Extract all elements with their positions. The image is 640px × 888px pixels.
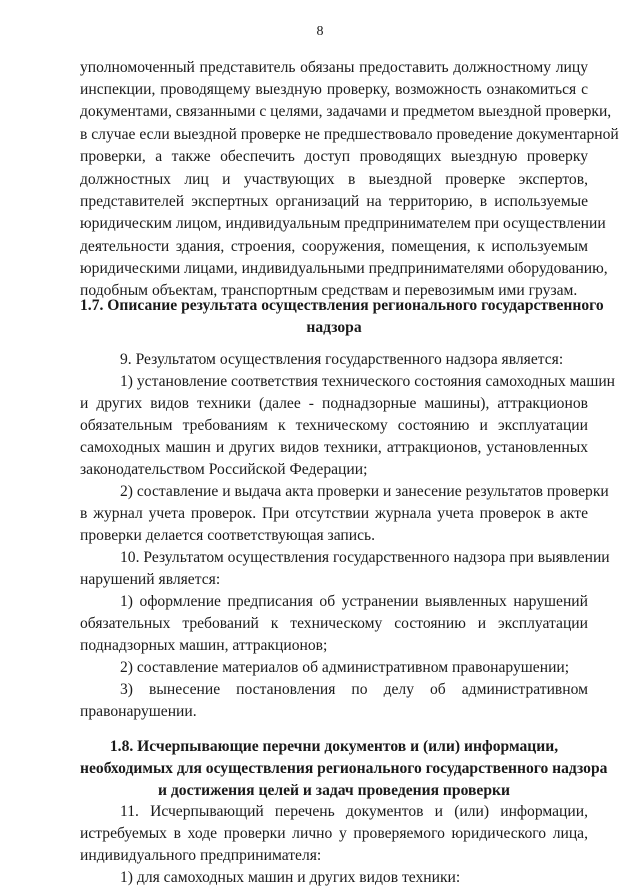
text-line: нарушений является: xyxy=(80,571,221,588)
text-line: юридическим лицом, индивидуальным предпринимателем при осуществлении xyxy=(80,215,606,232)
text-line: обязательным требованиям к техническому состоянию и эксплуатации xyxy=(80,417,588,434)
text-line: в случае если выездной проверке не предшествовало проведение документарной xyxy=(80,126,619,143)
text-line: обязательных требований к техническому состоянию и эксплуатации xyxy=(80,615,588,632)
text-line: самоходных машин и других видов техники, аттракционов, установленных xyxy=(80,439,588,456)
text-line: индивидуального предпринимателя: xyxy=(80,847,322,864)
section-heading-line: необходимых для осуществления регионального государственного надзора xyxy=(80,760,608,777)
section-heading-line: и достижения целей и задач проведения проверки xyxy=(158,782,510,799)
text-line: должностных лиц и участвующих в выездной проверке экспертов, xyxy=(80,171,588,188)
text-line: 9. Результатом осуществления государственного надзора является: xyxy=(120,351,564,368)
text-line: подобным объектам, транспортным средствам и перевозимым ими грузам. xyxy=(80,282,578,299)
text-line: 2) составление и выдача акта проверки и занесение результатов проверки xyxy=(120,483,609,500)
text-line: инспекции, проводящему выездную проверку, возможность ознакомиться с xyxy=(80,81,588,98)
text-line: 10. Результатом осуществления государственного надзора при выявлении xyxy=(120,549,610,566)
text-line: проверки делается соответствующая запись. xyxy=(80,527,376,544)
section-heading-line: надзора xyxy=(306,319,362,336)
text-line: 11. Исчерпывающий перечень документов и (или) информации, xyxy=(120,803,588,820)
text-line: в журнал учета проверок. При отсутствии журнала учета проверок в акте xyxy=(80,505,588,522)
section-heading-line: 1.8. Исчерпывающие перечни документов и (или) информации, xyxy=(109,738,559,755)
text-line: представителей экспертных организаций на территорию, в используемые xyxy=(80,193,588,210)
text-line: деятельности здания, строения, сооружения, помещения, к используемым xyxy=(80,238,588,255)
text-line: 1) оформление предписания об устранении выявленных нарушений xyxy=(120,593,588,610)
text-line: поднадзорных машин, аттракционов; xyxy=(80,637,328,654)
text-line: 1) для самоходных машин и других видов техники: xyxy=(120,869,461,886)
text-line: правонарушении. xyxy=(80,703,197,720)
text-line: законодательством Российской Федерации; xyxy=(80,461,368,478)
text-line: уполномоченный представитель обязаны предоставить должностному лицу xyxy=(80,59,588,76)
text-line: юридическими лицами, индивидуальными предпринимателями оборудованию, xyxy=(80,260,608,277)
text-line: 1) установление соответствия технического состояния самоходных машин xyxy=(120,373,616,390)
text-line: и других видов техники (далее - поднадзорные машины), аттракционов xyxy=(80,395,588,412)
text-line: истребуемых в ходе проверки лично у проверяемого юридического лица, xyxy=(80,825,588,842)
text-line: проверки, а также обеспечить доступ проводящих выездную проверку xyxy=(80,148,588,165)
text-line: 2) составление материалов об административном правонарушении; xyxy=(120,659,570,676)
text-line: 3) вынесение постановления по делу об административном xyxy=(120,681,588,698)
page-number: 8 xyxy=(316,24,324,39)
section-heading-line: 1.7. Описание результата осуществления регионального государственного xyxy=(80,297,604,314)
text-line: документами, связанными с целями, задачами и предметом выездной проверки, xyxy=(80,103,612,120)
